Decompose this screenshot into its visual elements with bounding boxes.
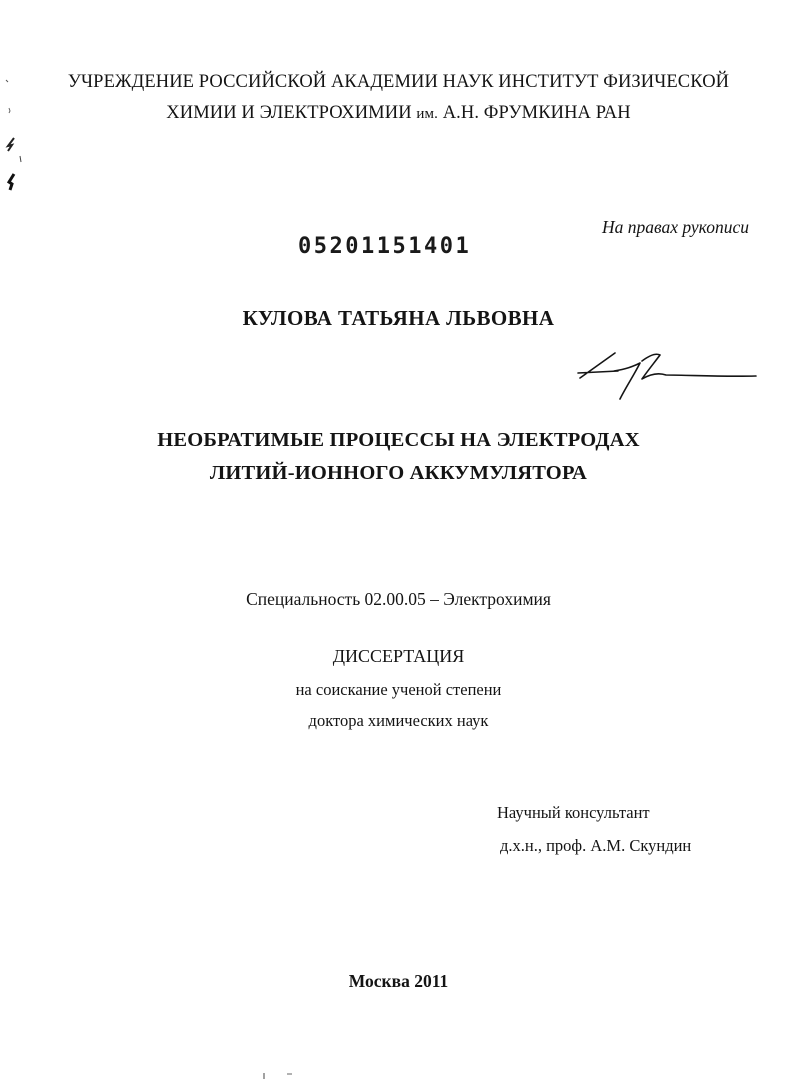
document-type-heading: ДИССЕРТАЦИЯ: [332, 646, 465, 666]
institution-line-2-main: ХИМИИ И ЭЛЕКТРОХИМИИ: [166, 103, 412, 123]
scan-artifact-bottom: [255, 1070, 305, 1082]
degree-line-1: на соискание ученой степени: [295, 680, 502, 699]
institution-line-1: УЧРЕЖДЕНИЕ РОССИЙСКОЙ АКАДЕМИИ НАУК ИНСТИТУТ ФИЗИЧЕСКОЙ: [67, 72, 730, 92]
institution-line-2-abbrev: им.: [416, 106, 438, 122]
registration-code: 05201151401: [298, 234, 472, 259]
consultant-label: Научный консультант: [497, 803, 650, 822]
title-line-1: НЕОБРАТИМЫЕ ПРОЦЕССЫ НА ЭЛЕКТРОДАХ: [157, 429, 640, 451]
signature-mark: [570, 345, 760, 405]
scientific-consultant: [497, 796, 691, 862]
institution-line-2-rest: А.Н. ФРУМКИНА РАН: [442, 103, 631, 123]
degree-description: [0, 674, 797, 736]
degree-line-2: доктора химических наук: [308, 711, 489, 730]
author-name: КУЛОВА ТАТЬЯНА ЛЬВОВНА: [242, 306, 555, 330]
scan-artifact-marks: [0, 60, 30, 210]
specialty-line: Специальность 02.00.05 – Электрохимия: [246, 589, 551, 609]
manuscript-rights-note: На правах рукописи: [602, 217, 749, 237]
institution-header: [0, 67, 797, 130]
consultant-name: д.х.н., проф. А.М. Скундин: [500, 836, 692, 855]
dissertation-title: [0, 424, 797, 490]
institution-line-2: [0, 98, 797, 130]
city-year: Москва 2011: [348, 971, 449, 991]
title-line-2: ЛИТИЙ-ИОННОГО АККУМУЛЯТОРА: [209, 462, 588, 484]
